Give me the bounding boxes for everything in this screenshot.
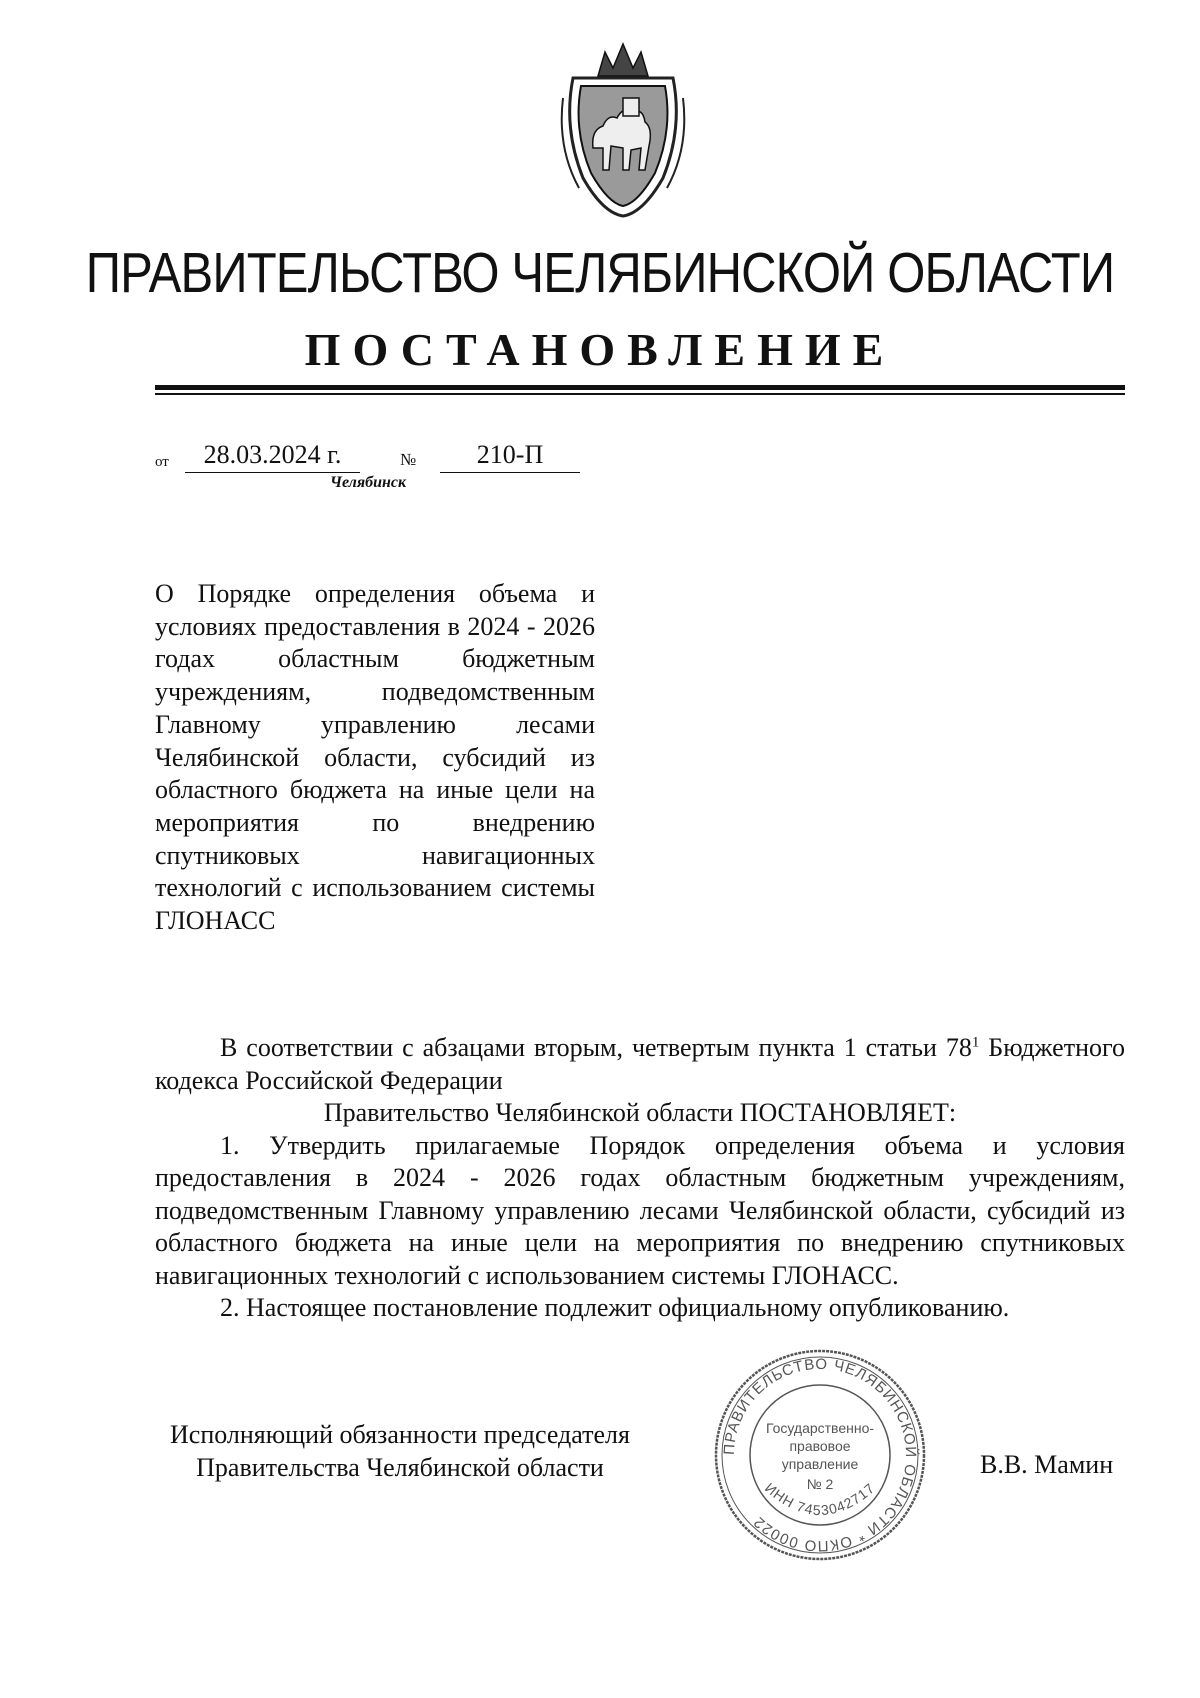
date-label: от xyxy=(155,454,169,470)
preamble-text: В соответствии с абзацами вторым, четвертым пункта 1 статьи 78 xyxy=(220,1033,972,1062)
stamp-outer-text: ПРАВИТЕЛЬСТВО ЧЕЛЯБИНСКОЙ ОБЛАСТИ * ОКПО 00022 xyxy=(720,1355,920,1555)
header-rule-thick xyxy=(155,385,1125,390)
stamp-inn: ИНН 7453042717 xyxy=(761,1479,879,1519)
stamp-inner-line-1: Государственно- xyxy=(765,1420,875,1436)
preamble-superscript: 1 xyxy=(971,1034,980,1051)
signer-position xyxy=(145,1418,655,1484)
preamble-continuation: Бюджетного кодекса Российской Федерации xyxy=(155,1033,1125,1095)
preamble-paragraph xyxy=(155,1032,1125,1097)
number-label: № xyxy=(400,450,417,469)
header-rule-thin xyxy=(155,393,1125,395)
signer-name: В.В. Мамин xyxy=(980,1450,1114,1479)
coat-of-arms-emblem xyxy=(553,38,693,218)
stamp-inner-line-2: правовое xyxy=(789,1438,851,1454)
stamp-number: № 2 xyxy=(806,1476,834,1492)
signer-position-line-1: Исполняющий обязанности председателя xyxy=(170,1420,630,1449)
document-body xyxy=(155,1032,1125,1325)
org-title: ПРАВИТЕЛЬСТВО ЧЕЛЯБИНСКОЙ ОБЛАСТИ xyxy=(85,241,1115,305)
document-type: ПОСТАНОВЛЕНИЕ xyxy=(304,324,896,375)
stamp-inner-line-3: управление xyxy=(781,1456,859,1472)
signer-position-line-2: Правительства Челябинской области xyxy=(196,1453,604,1482)
document-number: 210-П xyxy=(440,440,580,473)
official-seal-stamp xyxy=(710,1345,930,1565)
item-1: 1. Утвердить прилагаемые Порядок определения объема и условия предоставления в 2024 - 2026 годах областным бюджетным учреждениям, подведомственным Главному управлению лесами Челябинской области, субсидий из областного бюджета на иные цели на мероприятия по внедрению спутниковых навигационных технологий с использованием системы ГЛОНАСС. xyxy=(155,1130,1125,1290)
document-date: 28.03.2024 г. xyxy=(185,440,360,473)
city-label: Челябинск xyxy=(330,474,407,491)
item-2: 2. Настоящее постановление подлежит официальному опубликованию. xyxy=(220,1293,1010,1322)
document-subject: О Порядке определения объема и условиях предоставления в 2024 - 2026 годах областным бюджетным учреждениям, подведомственным Главному управлению лесами Челябинской области, субсидий из областного бюджета на иные цели на мероприятия по внедрению спутниковых навигационных технологий с использованием системы ГЛОНАСС xyxy=(155,579,595,936)
resolves-line: Правительство Челябинской области ПОСТАНОВЛЯЕТ: xyxy=(323,1098,957,1127)
